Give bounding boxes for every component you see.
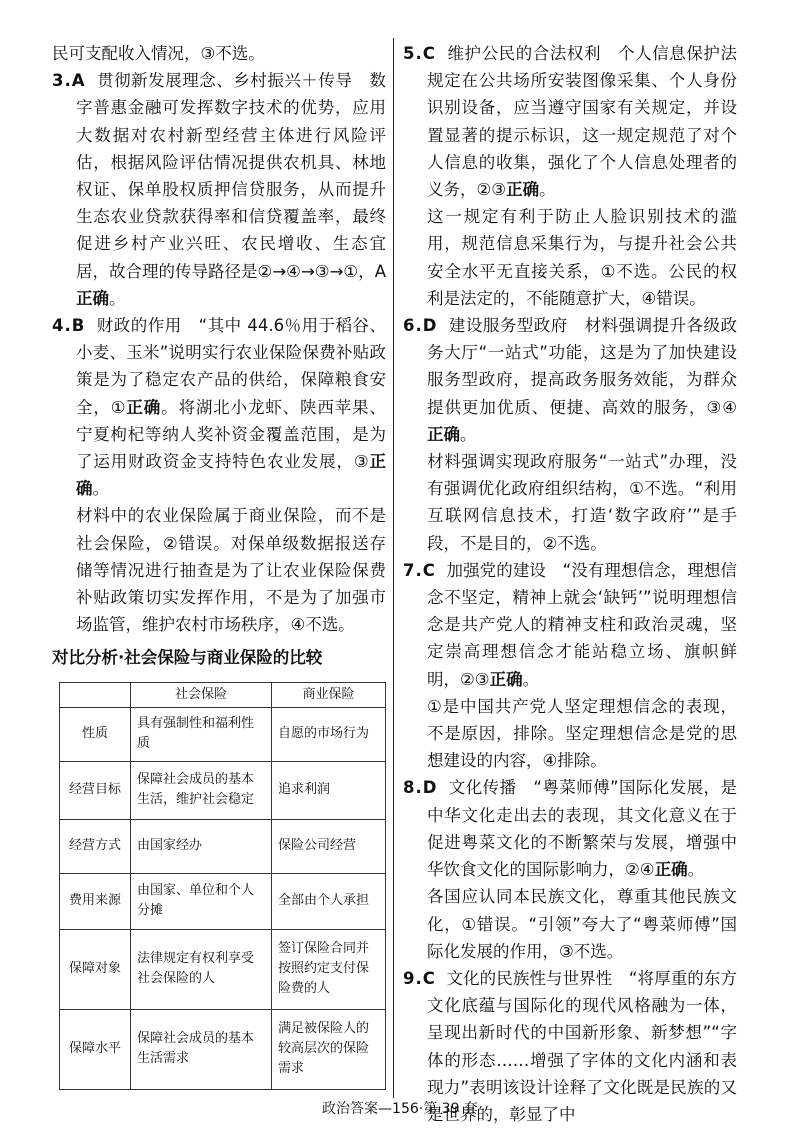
- answer-5: 5.C 维护公民的合法权利 个人信息保护法规定在公共场所安装图像采集、个人身份识别设备，应当遵守国家有关规定，并设置显著的提示标识，这一规定规范了对个人信息的收集，强化了个人信息处理者的义务，②③正确。 这一规定有利于防止人脸识别技术的滥用，规范信息采集行为，与提升社会公共安全水平无直接关系，①不选。公民的权利是法定的，不能随意扩大，④错误。: [403, 40, 737, 312]
- answer-6-text: 建设服务型政府 材料强调提升各级政务大厅“一站式”功能，这是为了加快建设服务型政府，提高政务服务效能，为群众提供更加优质、便捷、高效的服务，③④: [427, 316, 738, 417]
- answer-7: 7.C 加强党的建设 “没有理想信念，理想信念不坚定，精神上就会‘缺钙’”说明理想信念是共产党人的精神支柱和政治灵魂，坚定崇高理想信念才能站稳立场、旗帜鲜明，②③正确。 ①是中国共产党人坚定理想信念的表现，不是原因，排除。坚定理想信念是党的思想建设的内容，④排除。: [403, 557, 737, 775]
- table-row: [60, 761, 386, 819]
- table-cell: 保险公司经营: [272, 819, 386, 873]
- answer-6-analysis: 材料强调实现政府服务“一站式”办理，没有强调优化政府组织结构，①不选。“利用互联网信息技术，打造‘数字政府’”是手段，不是目的，②不选。: [427, 452, 737, 553]
- table-row: [60, 1009, 386, 1089]
- table-cell: 法律规定有权利享受社会保险的人: [131, 929, 272, 1009]
- answer-8: 8.D 文化传播 “粤菜师傅”国际化发展，是中华文化走出去的表现，其文化意义在于促进粤菜文化的不断繁荣与发展，增强中华饮食文化的国际影响力，②④正确。 各国应认同本民族文化，尊重其他民族文化，①错误。“引领”夸大了“粤菜师傅”国际化发展的作用，③不选。: [403, 774, 737, 964]
- answer-3-number: 3.A: [52, 71, 86, 91]
- answer-5-analysis: 这一规定有利于防止人脸识别技术的滥用，规范信息采集行为，与提升社会公共安全水平无直接关系，①不选。公民的权利是法定的，不能随意扩大，④错误。: [427, 207, 737, 308]
- answer-4-verdict-2: 正确: [76, 452, 386, 499]
- answer-8-verdict: 正确: [654, 860, 688, 880]
- answer-6-number: 6.D: [403, 316, 438, 336]
- table-row: [60, 873, 386, 929]
- answer-9-number: 9.C: [403, 968, 436, 988]
- section-title: 对比分析·社会保险与商业保险的比较: [52, 648, 323, 668]
- answer-3: 3.A 贯彻新发展理念、乡村振兴＋传导 数字普惠金融可发挥数字技术的优势，应用大数据对农村新型经营主体进行风险评估，根据风险评估情况提供农机具、林地权证、保单股权质押信贷服务，从而提升生态农业贷款获得率和信贷覆盖率，最终促进乡村产业兴旺、农民增收、生态宜居，故合理的传导路径是②→④→③→①，A正确。: [52, 71, 386, 308]
- table-cell: 具有强制性和福利性质: [131, 707, 272, 761]
- table-cell: 保障社会成员的基本生活，维护社会稳定: [131, 761, 272, 819]
- answer-9-text: 文化的民族性与世界性 “将厚重的东方文化底蕴与国际化的现代风格融为一体，呈现出新时代的中国新形象、新梦想”“字体的形态……增强了字体的文化内涵和表现力”表明该设计诠释了文化既是民族的又是世界的，彰显了中: [427, 968, 737, 1124]
- answer-4-analysis: 材料中的农业保险属于商业保险，而不是社会保险，②错误。对保单级数据报送存储等情况进行抽查是为了让农业保险保费补贴政策切实发挥作用，不是为了加强市场监管，维护农村市场秩序，④不选。: [76, 506, 386, 635]
- row-label: 性质: [60, 707, 131, 761]
- answer-7-number: 7.C: [403, 560, 436, 580]
- answer-7-text: 加强党的建设 “没有理想信念，理想信念不坚定，精神上就会‘缺钙’”说明理想信念是共产党人的精神支柱和政治灵魂，坚定崇高理想信念才能站稳立场、旗帜鲜明，②③: [427, 560, 737, 689]
- left-column: [52, 40, 386, 1090]
- column-divider: [393, 38, 394, 1098]
- answer-6: 6.D 建设服务型政府 材料强调提升各级政务大厅“一站式”功能，这是为了加快建设服务型政府，提高政务服务效能，为群众提供更加优质、便捷、高效的服务，③④正确。 材料强调实现政府服务“一站式”办理，没有强调优化政府组织结构，①不选。“利用互联网信息技术，打造‘数字政府’”是手段，不是目的，②不选。: [403, 312, 737, 557]
- table-cell: 由国家经办: [131, 819, 272, 873]
- row-label: 经营目标: [60, 761, 131, 819]
- answer-6-verdict: 正确: [427, 424, 460, 444]
- table-header-cell: 商业保险: [272, 682, 386, 707]
- answer-8-analysis: 各国应认同本民族文化，尊重其他民族文化，①错误。“引领”夸大了“粤菜师傅”国际化发展的作用，③不选。: [427, 887, 737, 961]
- table-row: [60, 819, 386, 873]
- table-cell: 自愿的市场行为: [272, 707, 386, 761]
- answer-4-verdict: 正确: [126, 397, 162, 417]
- table-header-cell: [60, 682, 131, 707]
- answer-4-number: 4.B: [52, 316, 86, 336]
- answer-8-text: 文化传播 “粤菜师傅”国际化发展，是中华文化走出去的表现，其文化意义在于促进粤菜文化的不断繁荣与发展，增强中华饮食文化的国际影响力，②④: [427, 778, 737, 880]
- answer-3-text: 贯彻新发展理念、乡村振兴＋传导 数字普惠金融可发挥数字技术的优势，应用大数据对农村新型经营主体进行风险评估，根据风险评估情况提供农机具、林地权证、保单股权质押信贷服务，从而提升生态农业贷款获得率和信贷覆盖率，最终促进乡村产业兴旺、农民增收、生态宜居，故合理的传导路径是②→④→③→①，A: [76, 71, 386, 281]
- answer-3-verdict: 正确: [76, 288, 109, 308]
- answer-4-text: 财政的作用 “其中 44.6％用于稻谷、小麦、玉米”说明实行农业保险保费补贴政策是为了稳定农产品的供给，保障粮食安全，①: [76, 316, 386, 417]
- right-column: [403, 40, 737, 1128]
- table-cell: 满足被保险人的较高层次的保险需求: [272, 1009, 386, 1089]
- comparison-table: [59, 682, 386, 1090]
- answer-5-verdict: 正确: [506, 180, 540, 200]
- answer-8-number: 8.D: [403, 778, 438, 798]
- answer-7-analysis: ①是中国共产党人坚定理想信念的表现，不是原因，排除。坚定理想信念是党的思想建设的内容，④排除。: [427, 696, 737, 771]
- table-row: [60, 707, 386, 761]
- answer-4: 4.B 财政的作用 “其中 44.6％用于稻谷、小麦、玉米”说明实行农业保险保费补贴政策是为了稳定农产品的供给，保障粮食安全，①正确。将湖北小龙虾、陕西苹果、宁夏枸杞等纳人奖补资金覆盖范围，是为了运用财政资金支持特色农业发展，③正确。 材料中的农业保险属于商业保险，而不是社会保险，②错误。对保单级数据报送存储等情况进行抽查是为了让农业保险保费补贴政策切实发挥作用，不是为了加强市场监管，维护农村市场秩序，④不选。: [52, 312, 386, 638]
- table-row: [60, 929, 386, 1009]
- page-footer: 政治答案—156·第 39 套: [322, 1101, 478, 1117]
- table-cell: 签订保险合同并按照约定支付保险费的人: [272, 929, 386, 1009]
- row-label: 经营方式: [60, 819, 131, 873]
- answer-5-text: 维护公民的合法权利 个人信息保护法规定在公共场所安装图像采集、个人身份识别设备，应当遵守国家有关规定，并设置显著的提示标识，这一规定规范了对个人信息的收集，强化了个人信息处理者的义务，②③: [427, 44, 737, 200]
- row-label: 保障水平: [60, 1009, 131, 1089]
- table-cell: 全部由个人承担: [272, 873, 386, 929]
- table-header-cell: 社会保险: [131, 682, 272, 707]
- row-label: 费用来源: [60, 873, 131, 929]
- row-label: 保障对象: [60, 929, 131, 1009]
- table-cell: 由国家、单位和个人分摊: [131, 873, 272, 929]
- table-header-row: [60, 682, 386, 707]
- carry-over-text: 民可支配收入情况，③不选。: [52, 44, 265, 63]
- table-cell: 保障社会成员的基本生活需求: [131, 1009, 272, 1089]
- answer-7-verdict: 正确: [489, 669, 523, 689]
- answer-5-number: 5.C: [403, 44, 436, 63]
- table-cell: 追求利润: [272, 761, 386, 819]
